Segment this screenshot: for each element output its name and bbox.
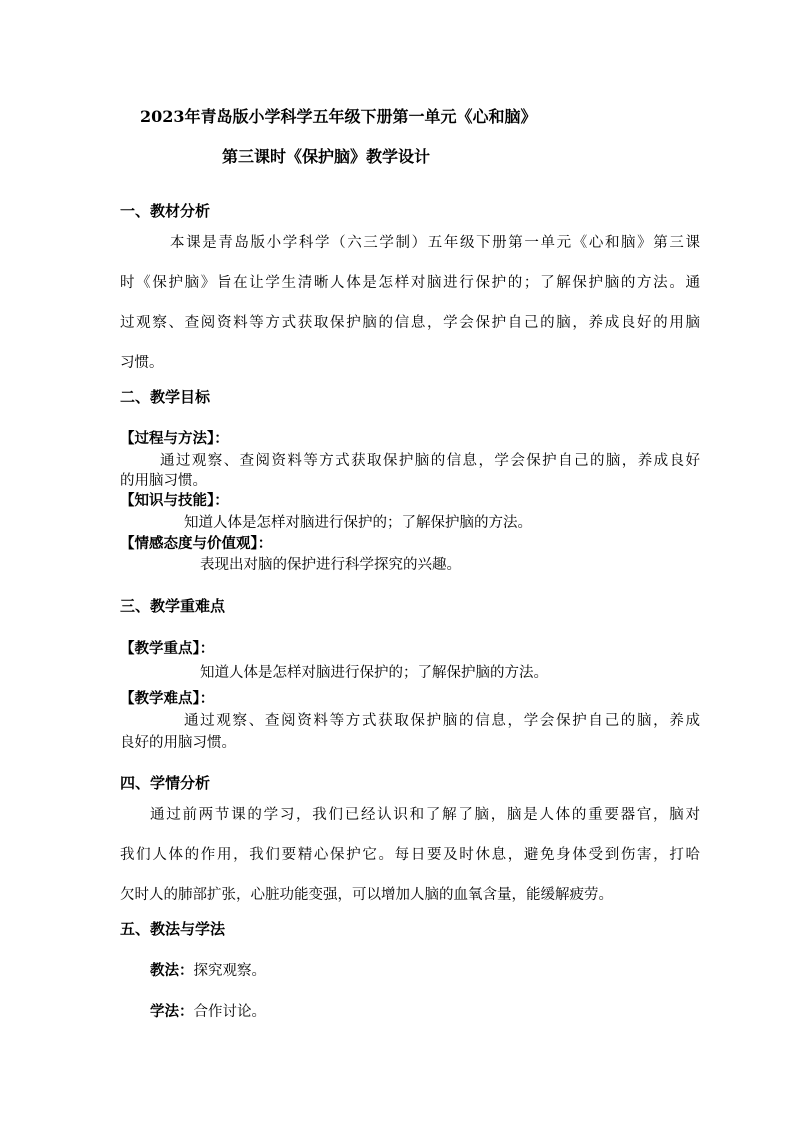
paragraph-line: 知道人体是怎样对脑进行保护的；了解保护脑的方法。 <box>184 515 532 531</box>
paragraph-line: 时《保护脑》旨在让学生清晰人体是怎样对脑进行保护的；了解保护脑的方法。通 <box>120 275 700 291</box>
paragraph-line: 本课是青岛版小学科学（六三学制）五年级下册第一单元《心和脑》第三课 <box>170 235 700 251</box>
label-attitude-values: 【情感态度与价值观】： <box>120 535 273 552</box>
document-subtitle: 第三课时《保护脑》教学设计 <box>222 147 431 166</box>
paragraph-line: 良好的用脑习惯。 <box>120 735 236 751</box>
label-difficult-point: 【教学难点】： <box>120 690 215 707</box>
section-heading-3: 三、教学重难点 <box>120 597 226 615</box>
paragraph-line: 过观察、查阅资料等方式获取保护脑的信息，学会保护自己的脑，养成良好的用脑 <box>120 315 700 331</box>
paragraph-line: 欠时人的肺部扩张，心脏功能变强，可以增加人脑的血氧含量，能缓解疲劳。 <box>120 887 613 903</box>
section-heading-2: 二、教学目标 <box>120 388 211 406</box>
paragraph-line: 通过观察、查阅资料等方式获取保护脑的信息，学会保护自己的脑，养成良好 <box>160 453 700 469</box>
section-heading-5: 五、教法与学法 <box>120 920 226 938</box>
learning-method-label: 学法： <box>150 1003 194 1020</box>
paragraph-line: 通过观察、查阅资料等方式获取保护脑的信息，学会保护自己的脑，养成 <box>184 713 700 729</box>
learning-method-value: 合作讨论。 <box>193 1004 266 1020</box>
paragraph-line: 我们人体的作用，我们要精心保护它。每日要及时休息，避免身体受到伤害，打哈 <box>120 847 700 863</box>
learning-method-line <box>150 1003 266 1021</box>
teaching-method-value: 探究观察。 <box>193 963 266 979</box>
paragraph-line: 的用脑习惯。 <box>120 473 207 489</box>
teaching-method-label: 教法： <box>150 962 194 979</box>
label-key-point: 【教学重点】： <box>120 640 215 657</box>
teaching-method-line <box>150 962 266 980</box>
paragraph-line: 知道人体是怎样对脑进行保护的；了解保护脑的方法。 <box>200 665 548 681</box>
paragraph-line: 表现出对脑的保护进行科学探究的兴趣。 <box>200 557 461 573</box>
section-heading-4: 四、学情分析 <box>120 774 211 792</box>
label-process-method: 【过程与方法】： <box>120 430 229 447</box>
document-title: 2023年青岛版小学科学五年级下册第一单元《心和脑》 <box>140 107 537 126</box>
section-heading-1: 一、教材分析 <box>120 202 211 220</box>
paragraph-line: 通过前两节课的学习，我们已经认识和了解了脑，脑是人体的重要器官，脑对 <box>150 807 700 823</box>
paragraph-line: 习惯。 <box>120 355 164 371</box>
label-knowledge-skill: 【知识与技能】： <box>120 492 229 509</box>
